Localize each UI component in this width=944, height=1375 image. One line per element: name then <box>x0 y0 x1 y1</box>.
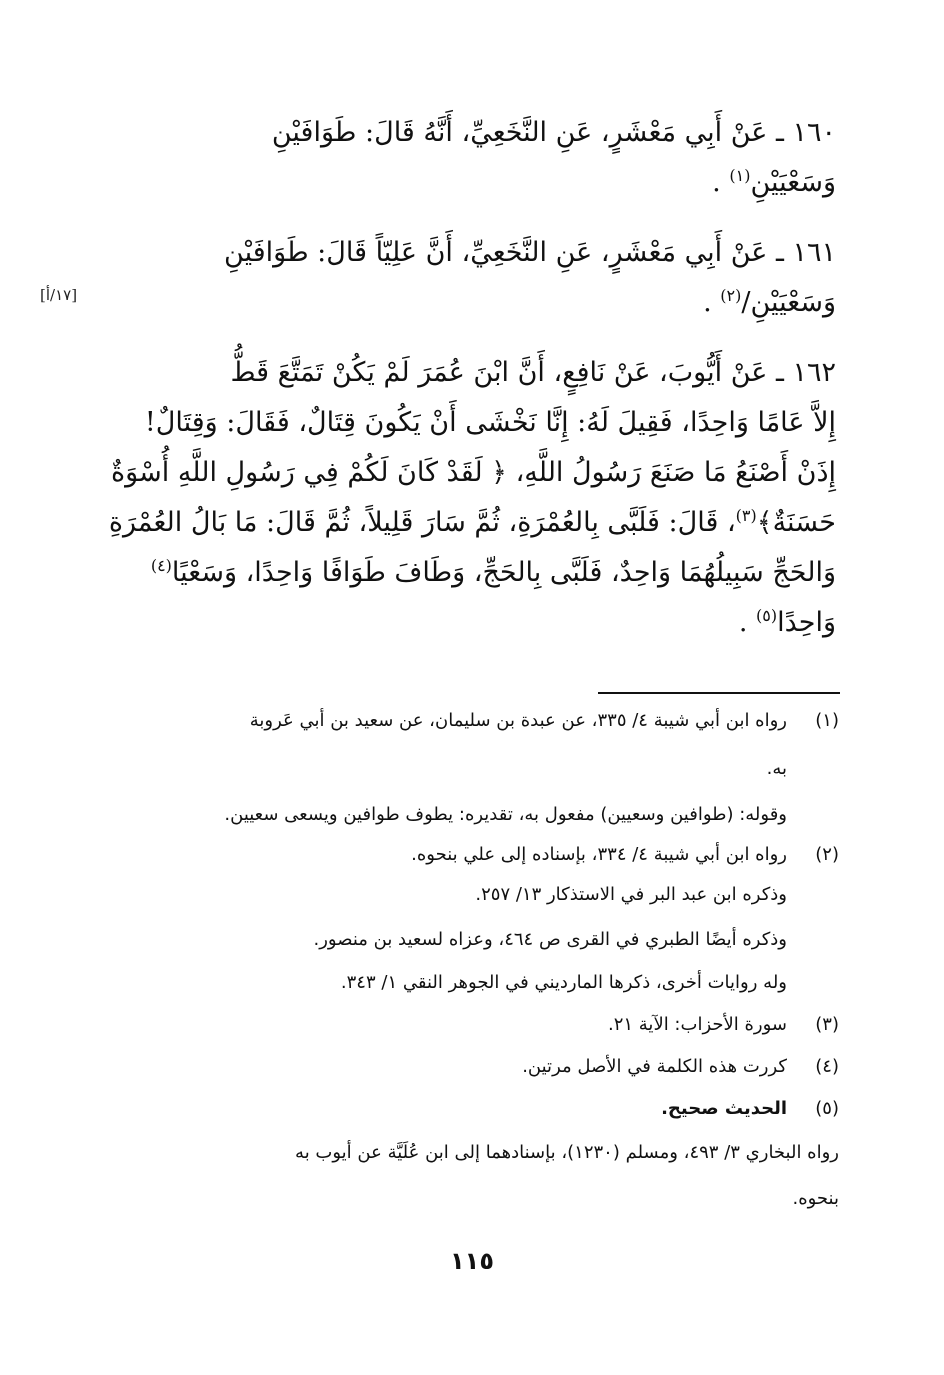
footnote-2-line-4: وله روايات أخرى، ذكرها المارديني في الجوهر النقي ١/ ٣٤٣. <box>340 972 787 993</box>
hadith-160-text: وَسَعْيَيْنِ <box>750 167 836 198</box>
footnote-3-line-1: سورة الأحزاب: الآية ٢١. <box>607 1014 787 1035</box>
footnote-5-line-3: بنحوه. <box>792 1188 839 1209</box>
footnote-1-line-1: رواه ابن أبي شيبة ٤/ ٣٣٥، عن عبدة بن سليمان، عن سعيد بن أبي عَروبة <box>249 710 787 731</box>
footnote-5-number: (٥) <box>815 1098 839 1119</box>
hadith-162-end: . <box>738 607 748 638</box>
footnote-4 <box>109 1052 839 1082</box>
footnote-2 <box>109 840 839 870</box>
footnote-marker-4[interactable]: (٤) <box>150 556 172 575</box>
hadith-161 <box>108 228 836 328</box>
hadith-162-line-2: إِلاَّ عَامًا وَاحِدًا، فَقِيلَ لَهُ: إِنَّا نَخْشَى أَنْ يَكُونَ قِتَالٌ، فَقَالَ: وَقِتَالٌ! <box>144 407 836 438</box>
footnote-1-number: (١) <box>815 710 839 731</box>
hadith-162-line-1: ١٦٢ ـ عَنْ أَيُّوبَ، عَنْ نَافِعٍ، أَنَّ ابْنَ عُمَرَ لَمْ يَكُنْ تَمَتَّعَ قَطُّ <box>230 357 836 388</box>
hadith-160-line-2 <box>108 158 836 208</box>
footnote-2-line-1: رواه ابن أبي شيبة ٤/ ٣٣٤، بإسناده إلى علي بنحوه. <box>411 844 787 865</box>
footnote-2-line-3: وذكره أيضًا الطبري في القرى ص ٤٦٤، وعزاه لسعيد بن منصور. <box>313 929 787 950</box>
hadith-162-text-6: وَاحِدًا <box>777 607 836 638</box>
hadith-162-line-6 <box>108 598 836 648</box>
quran-verse-end: حَسَنَةٌ﴾ <box>756 507 836 538</box>
footnote-1-line-3: وقوله: (طوافين وسعيين) مفعول به، تقديره: يطوف طوافين ويسعى سعيين. <box>224 804 787 825</box>
footnote-5-line-2: رواه البخاري ٣/ ٤٩٣، ومسلم (١٢٣٠)، بإسنادهما إلى ابن عُلَيَّة عن أيوب به <box>295 1142 839 1163</box>
footnote-5 <box>109 1094 839 1124</box>
hadith-161-line-1: ١٦١ ـ عَنْ أَبِي مَعْشَرٍ، عَنِ النَّخَعِيِّ، أَنَّ عَلِيّاً قَالَ: طَوَافَيْنِ <box>224 237 836 268</box>
hadith-162 <box>108 348 836 648</box>
footnote-3 <box>109 1010 839 1040</box>
footnote-marker-5[interactable]: (٥) <box>756 606 778 625</box>
footnote-marker-3[interactable]: (٣) <box>735 506 757 525</box>
hadith-162-text-5: وَالحَجِّ سَبِيلُهُمَا وَاحِدٌ، فَلَبَّى بِالحَجِّ، وَطَافَ طَوَافًا وَاحِدًا، وَسَعْيًا <box>171 557 836 588</box>
hadith-162-text-4: ، قَالَ: فَلَبَّى بِالعُمْرَةِ، ثُمَّ سَارَ قَلِيلاً، ثُمَّ قَالَ: مَا بَالُ العُمْرَةِ <box>108 507 736 538</box>
footnote-1-line-2: به. <box>766 758 787 779</box>
footnote-5-line-1: الحديث صحيح. <box>661 1098 787 1119</box>
manuscript-folio-ref: [١٧/أ] <box>40 286 78 304</box>
hadith-162-line-3: إِذَنْ أَصْنَعُ مَا صَنَعَ رَسُولُ اللَّهِ، ﴿ لَقَدْ كَانَ لَكُمْ فِي رَسُولِ اللَّهِ أُسْوَةٌ <box>111 457 836 488</box>
hadith-162-line-4 <box>108 498 836 548</box>
page-number: ١١٥ <box>450 1247 494 1275</box>
hadith-162-line-5 <box>108 548 836 598</box>
footnote-marker-2[interactable]: (٢) <box>720 286 742 305</box>
footnote-4-line-1: كررت هذه الكلمة في الأصل مرتين. <box>522 1056 787 1077</box>
hadith-160-line-1: ١٦٠ ـ عَنْ أَبِي مَعْشَرٍ، عَنِ النَّخَعِيِّ، أَنَّهُ قَالَ: طَوَافَيْنِ <box>271 117 836 148</box>
hadith-160-end: . <box>712 167 721 198</box>
footnote-2-line-2: وذكره ابن عبد البر في الاستذكار ١٣/ ٢٥٧. <box>475 884 787 905</box>
footnote-3-number: (٣) <box>815 1014 839 1035</box>
footnote-2-number: (٢) <box>815 844 839 865</box>
hadith-160 <box>108 108 836 208</box>
footnote-1 <box>109 706 839 736</box>
hadith-161-text: وَسَعْيَيْنِ/ <box>741 287 836 318</box>
footnote-marker-1[interactable]: (١) <box>729 166 751 185</box>
hadith-161-end: . <box>703 287 712 318</box>
footnote-4-number: (٤) <box>815 1056 839 1077</box>
hadith-161-line-2 <box>108 278 836 328</box>
footnote-separator <box>598 692 840 694</box>
